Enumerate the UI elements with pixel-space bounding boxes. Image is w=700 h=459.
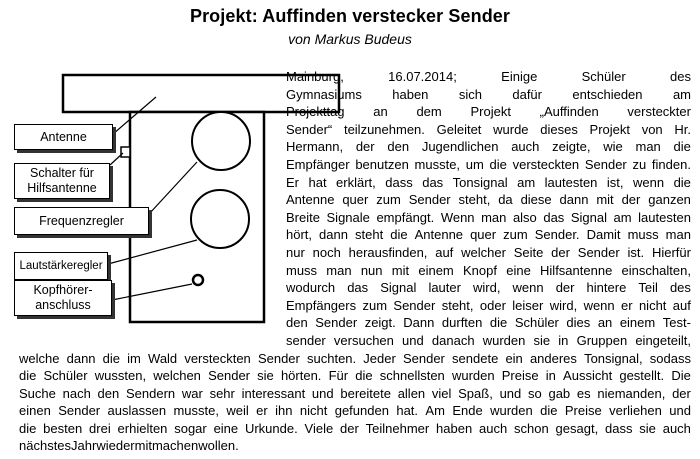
label-frequenzregler: Frequenzregler [14, 207, 149, 235]
body-line: nächstes Jahr wieder mitmachen wollen. [19, 438, 239, 454]
label-schalter: Schalter für Hilfsantenne [14, 163, 110, 199]
article-author: von Markus Budeus [288, 31, 412, 47]
body-line: Breite Signale empfängt. Wenn man also das Signal am lautesten [286, 209, 691, 225]
article-title: Projekt: Auffinden verstecker Sender [189, 6, 511, 26]
body-line: nur noch herausfinden, auf welcher Seite der Sender ist. Hierfür [286, 244, 691, 260]
body-line: wodurch das Signal lauter wird, wenn der hintere Teil des [286, 280, 691, 296]
body-line: Mainburg, 16.07.2014; Einige Schüler des [286, 69, 691, 84]
body-line: Hermann, der den Jugendlichen auch zeigte, wie man die [286, 139, 691, 155]
body-line: Gymnasiums haben sich dafür entschieden am [286, 86, 691, 102]
body-line: Antenne quer zum Sender steht, da diese dann mit der ganzen [286, 192, 691, 208]
body-line: Suche nach den Sendern war sehr interessant und bereitete allen viel Spaß, und so gab es niemanden, der [19, 385, 691, 401]
label-antenne: Antenne [14, 124, 113, 150]
body-line: sender versuchen und danach wurden sie in Gruppen eingeteilt, [286, 332, 691, 348]
body-line: Er hat erklärt, dass das Tonsignal am lautesten ist, wenn die [286, 174, 691, 190]
label-lautstaerkeregler: Lautstärkeregler [14, 252, 108, 280]
body-line: muss man nun mit einem Knopf eine Hilfsantenne einschalten, [286, 262, 691, 278]
body-line: hört, dann steht die Antenne quer zum Sender. Damit muss man [286, 227, 691, 243]
label-kopfhoerer: Kopfhörer- anschluss [14, 280, 112, 316]
body-line: Empfängers zum Sender steht, oder leiser wird, wenn er nicht auf [286, 297, 691, 313]
article-body [0, 68, 700, 455]
body-line: welche dann die im Wald versteckten Sender suchten. Jeder Sender sendete ein anderes Tonsignal, sodass [19, 350, 691, 366]
body-line: die Schüler wussten, welchen Sender sie hörten. Für die schnellsten wurden Preise in Aussicht gestellt. Die [19, 368, 691, 384]
body-line: einen Sender auslassen musste, weil er ihn nicht gefunden hat. Am Ende wurden die Preise verliehen und [19, 403, 691, 419]
body-line: die besten drei erhielten sogar eine Urkunde. Viele der Teilnehmer haben auch schon gesagt, dass sie auch [19, 420, 691, 436]
body-line: Empfänger benutzen musste, um die versteckten Sender zu finden. [286, 156, 691, 172]
body-line: den Sender zeigt. Dann durften die Schüler dies an einem Test- [286, 315, 691, 331]
body-line: Sender“ teilzunehmen. Geleitet wurde dieses Projekt von Hr. [286, 121, 691, 137]
body-line: Projekttag an dem Projekt „Auffinden versteckter [286, 104, 691, 120]
